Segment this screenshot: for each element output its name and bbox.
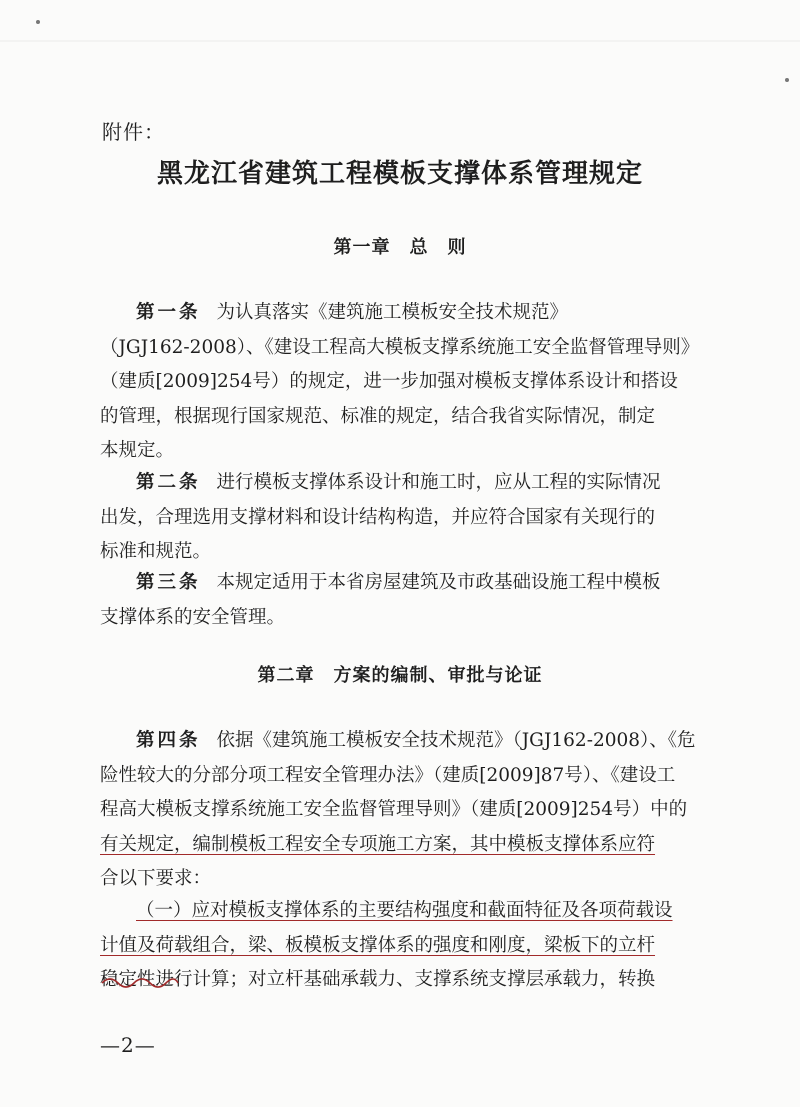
article-text-line: 依据《建筑施工模板安全技术规范》（JGJ162-2008）、《危 (216, 730, 696, 751)
article-3 (100, 566, 675, 635)
chapter-heading-1: 第一章 总 则 (333, 237, 467, 258)
article-label: 第一条 (136, 302, 201, 323)
article-label: 第二条 (136, 472, 201, 493)
item-1 (100, 894, 675, 998)
article-text-line: 出发，合理选用支撑材料和设计结构构造，并应符合国家有关现行的 (100, 506, 656, 528)
article-label: 第四条 (136, 730, 201, 751)
handwritten-squiggle-annotation (100, 973, 180, 991)
document-title: 黑龙江省建筑工程模板支撑体系管理规定 (156, 159, 643, 189)
article-1 (100, 296, 700, 469)
article-4 (100, 724, 696, 897)
article-text-line: 本规定适用于本省房屋建筑及市政基础设施工程中模板 (216, 572, 661, 593)
attachment-label: 附件： (102, 120, 165, 144)
article-text-line: （建质[2009]254号）的规定，进一步加强对模板支撑体系设计和搭设 (100, 371, 678, 393)
article-text-line: 标准和规范。 (100, 541, 212, 563)
article-text-line: （JGJ162-2008）、《建设工程高大模板支撑系统施工安全监督管理导则》 (100, 336, 700, 358)
article-text-line: 合以下要求： (100, 868, 212, 890)
article-2 (100, 466, 675, 570)
article-text-line: 的管理，根据现行国家规范、标准的规定，结合我省实际情况，制定 (100, 405, 656, 427)
scan-speck (36, 20, 40, 24)
chapter-heading-2: 第二章 方案的编制、审批与论证 (257, 665, 543, 686)
article-text-line: 险性较大的分部分项工程安全管理办法》（建质[2009]87号）、《建设工 (100, 764, 676, 786)
article-text-line: 为认真落实《建筑施工模板安全技术规范》 (216, 302, 569, 323)
article-text-line-underlined: 有关规定，编制模板工程安全专项施工方案，其中模板支撑体系应符 (100, 833, 656, 855)
scan-artifact (0, 40, 800, 42)
article-text-line: 程高大模板支撑系统施工安全监督管理导则》（建质[2009]254号）中的 (100, 799, 688, 821)
scan-speck (785, 78, 789, 82)
article-label: 第三条 (136, 572, 201, 593)
article-text-line: 进行模板支撑体系设计和施工时，应从工程的实际情况 (216, 472, 661, 493)
article-text-line: 支撑体系的安全管理。 (100, 606, 286, 628)
article-text-line: 本规定。 (100, 440, 175, 462)
item-text-line-underlined: （一）应对模板支撑体系的主要结构强度和截面特征及各项荷载设 (136, 900, 673, 921)
page-number: —2— (100, 1033, 156, 1057)
item-text-line-underlined: 计值及荷载组合，梁、板模板支撑体系的强度和刚度，梁板下的立杆 (100, 934, 656, 956)
item-text-line: 稳定性进行计算；对立杆基础承载力、支撑系统支撑层承载力，转换 (100, 969, 656, 991)
